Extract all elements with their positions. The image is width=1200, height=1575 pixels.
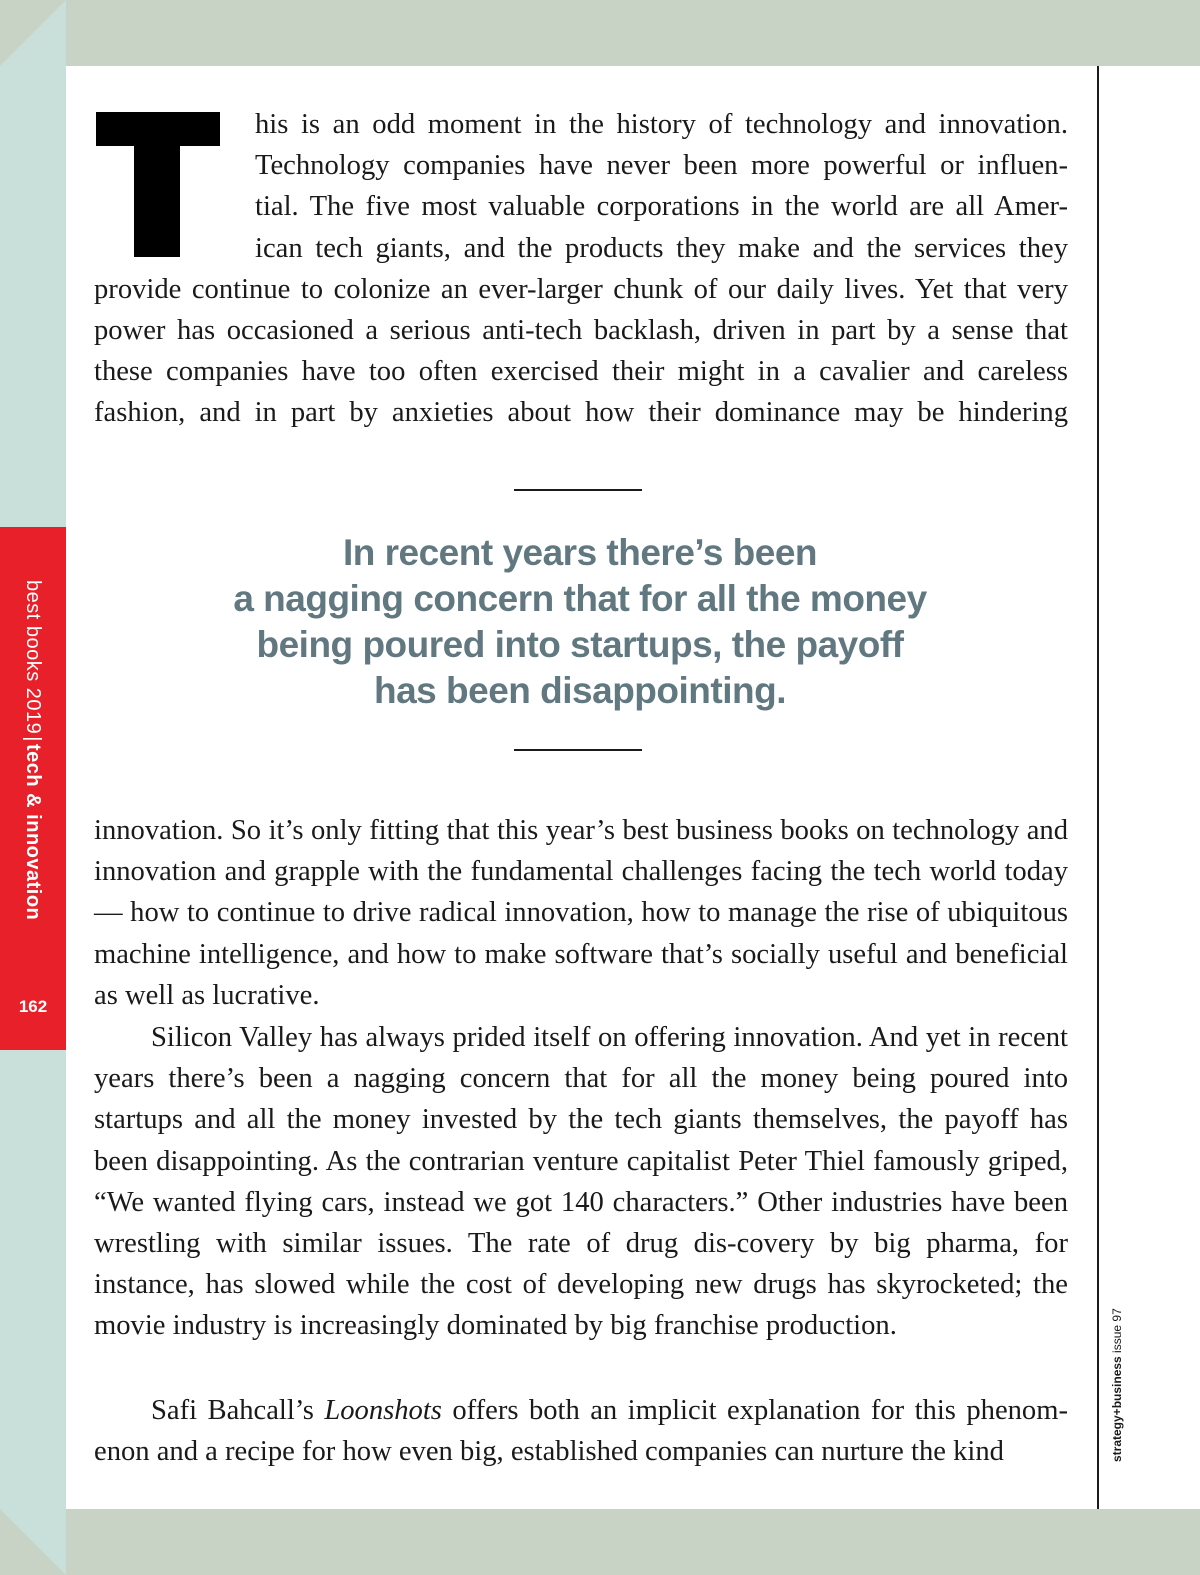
paragraph-4-rest: offers both an implicit explanation for this phenom-enon and a recipe for how even big, established companies can nurture the kind bbox=[94, 1395, 1068, 1468]
footer-brand: strategy+business bbox=[1110, 1356, 1124, 1462]
paragraph-4 bbox=[94, 1390, 1068, 1472]
paragraph-1-line: ican tech giants, and the products they make and the services they bbox=[255, 232, 1068, 264]
corner-fold-top bbox=[0, 0, 66, 66]
footer-issue: issue 97 bbox=[1110, 1308, 1124, 1353]
pull-quote-line: being poured into startups, the payoff bbox=[256, 624, 904, 665]
paragraph-2: innovation. So it’s only fitting that this year’s best business books on technology and innovation and grapple with the fundamental challenges facing the tech world today — how to continue to drive radical innovation, how to manage the rise of ubiquitous machine intelligence, and how to make software that’s socially useful and beneficial as well as lucrative. bbox=[94, 815, 1068, 1011]
footer-credit bbox=[1110, 1308, 1124, 1462]
page-number: 162 bbox=[18, 997, 48, 1016]
section-label-separator: | bbox=[22, 736, 44, 742]
paragraph-1-line: provide continue to colonize an ever-larger chunk of our daily lives. Yet that very bbox=[94, 273, 1068, 305]
section-label-year: best books 2019 bbox=[22, 580, 44, 735]
paragraph-1-line: tial. The five most valuable corporations in the world are all Amer- bbox=[255, 191, 1068, 223]
pull-quote-line: a nagging concern that for all the money bbox=[233, 578, 927, 619]
paragraph-1-line: these companies have too often exercised their might in a cavalier and careless bbox=[94, 356, 1068, 388]
pull-quote-rule-top bbox=[514, 489, 642, 491]
paragraph-1-line: his is an odd moment in the history of technology and innovation. bbox=[255, 109, 1068, 140]
paragraph-3: Silicon Valley has always prided itself on offering innovation. And yet in recent years there’s been a nagging concern that for all the money being poured into startups and all the money invested by the tech giants themselves, the payoff has been disappointing. As the contrarian venture capitalist Peter Thiel famously griped, “We wanted flying cars, instead we got 140 characters.” Other industries have been wrestling with similar issues. The rate of drug dis-covery by big pharma, for instance, has slowed while the cost of developing new drugs has skyrocketed; the movie industry is increasingly dominated by big franchise production. bbox=[94, 1022, 1068, 1342]
book-title: Loonshots bbox=[324, 1395, 442, 1426]
pull-quote-rule-bottom bbox=[514, 749, 642, 751]
paragraph-1-line: fashion, and in part by anxieties about how their dominance may be hindering bbox=[94, 397, 1068, 429]
pull-quote-line: In recent years there’s been bbox=[342, 532, 818, 573]
pull-quote-line: has been disappointing. bbox=[374, 670, 786, 711]
corner-fold-bottom bbox=[0, 1509, 66, 1575]
pull-quote bbox=[140, 530, 1020, 714]
paragraph-1 bbox=[94, 104, 1068, 434]
paragraph-1-line: Technology companies have never been more powerful or influen- bbox=[255, 150, 1068, 182]
paragraph-4-lead: Safi Bahcall’s bbox=[151, 1395, 325, 1426]
section-label-topic: tech & innovation bbox=[22, 743, 44, 921]
footer-vertical-rule bbox=[1097, 66, 1099, 1509]
section-label bbox=[21, 580, 44, 920]
paragraph-1-line: power has occasioned a serious anti-tech backlash, driven in part by a sense that bbox=[94, 315, 1068, 347]
